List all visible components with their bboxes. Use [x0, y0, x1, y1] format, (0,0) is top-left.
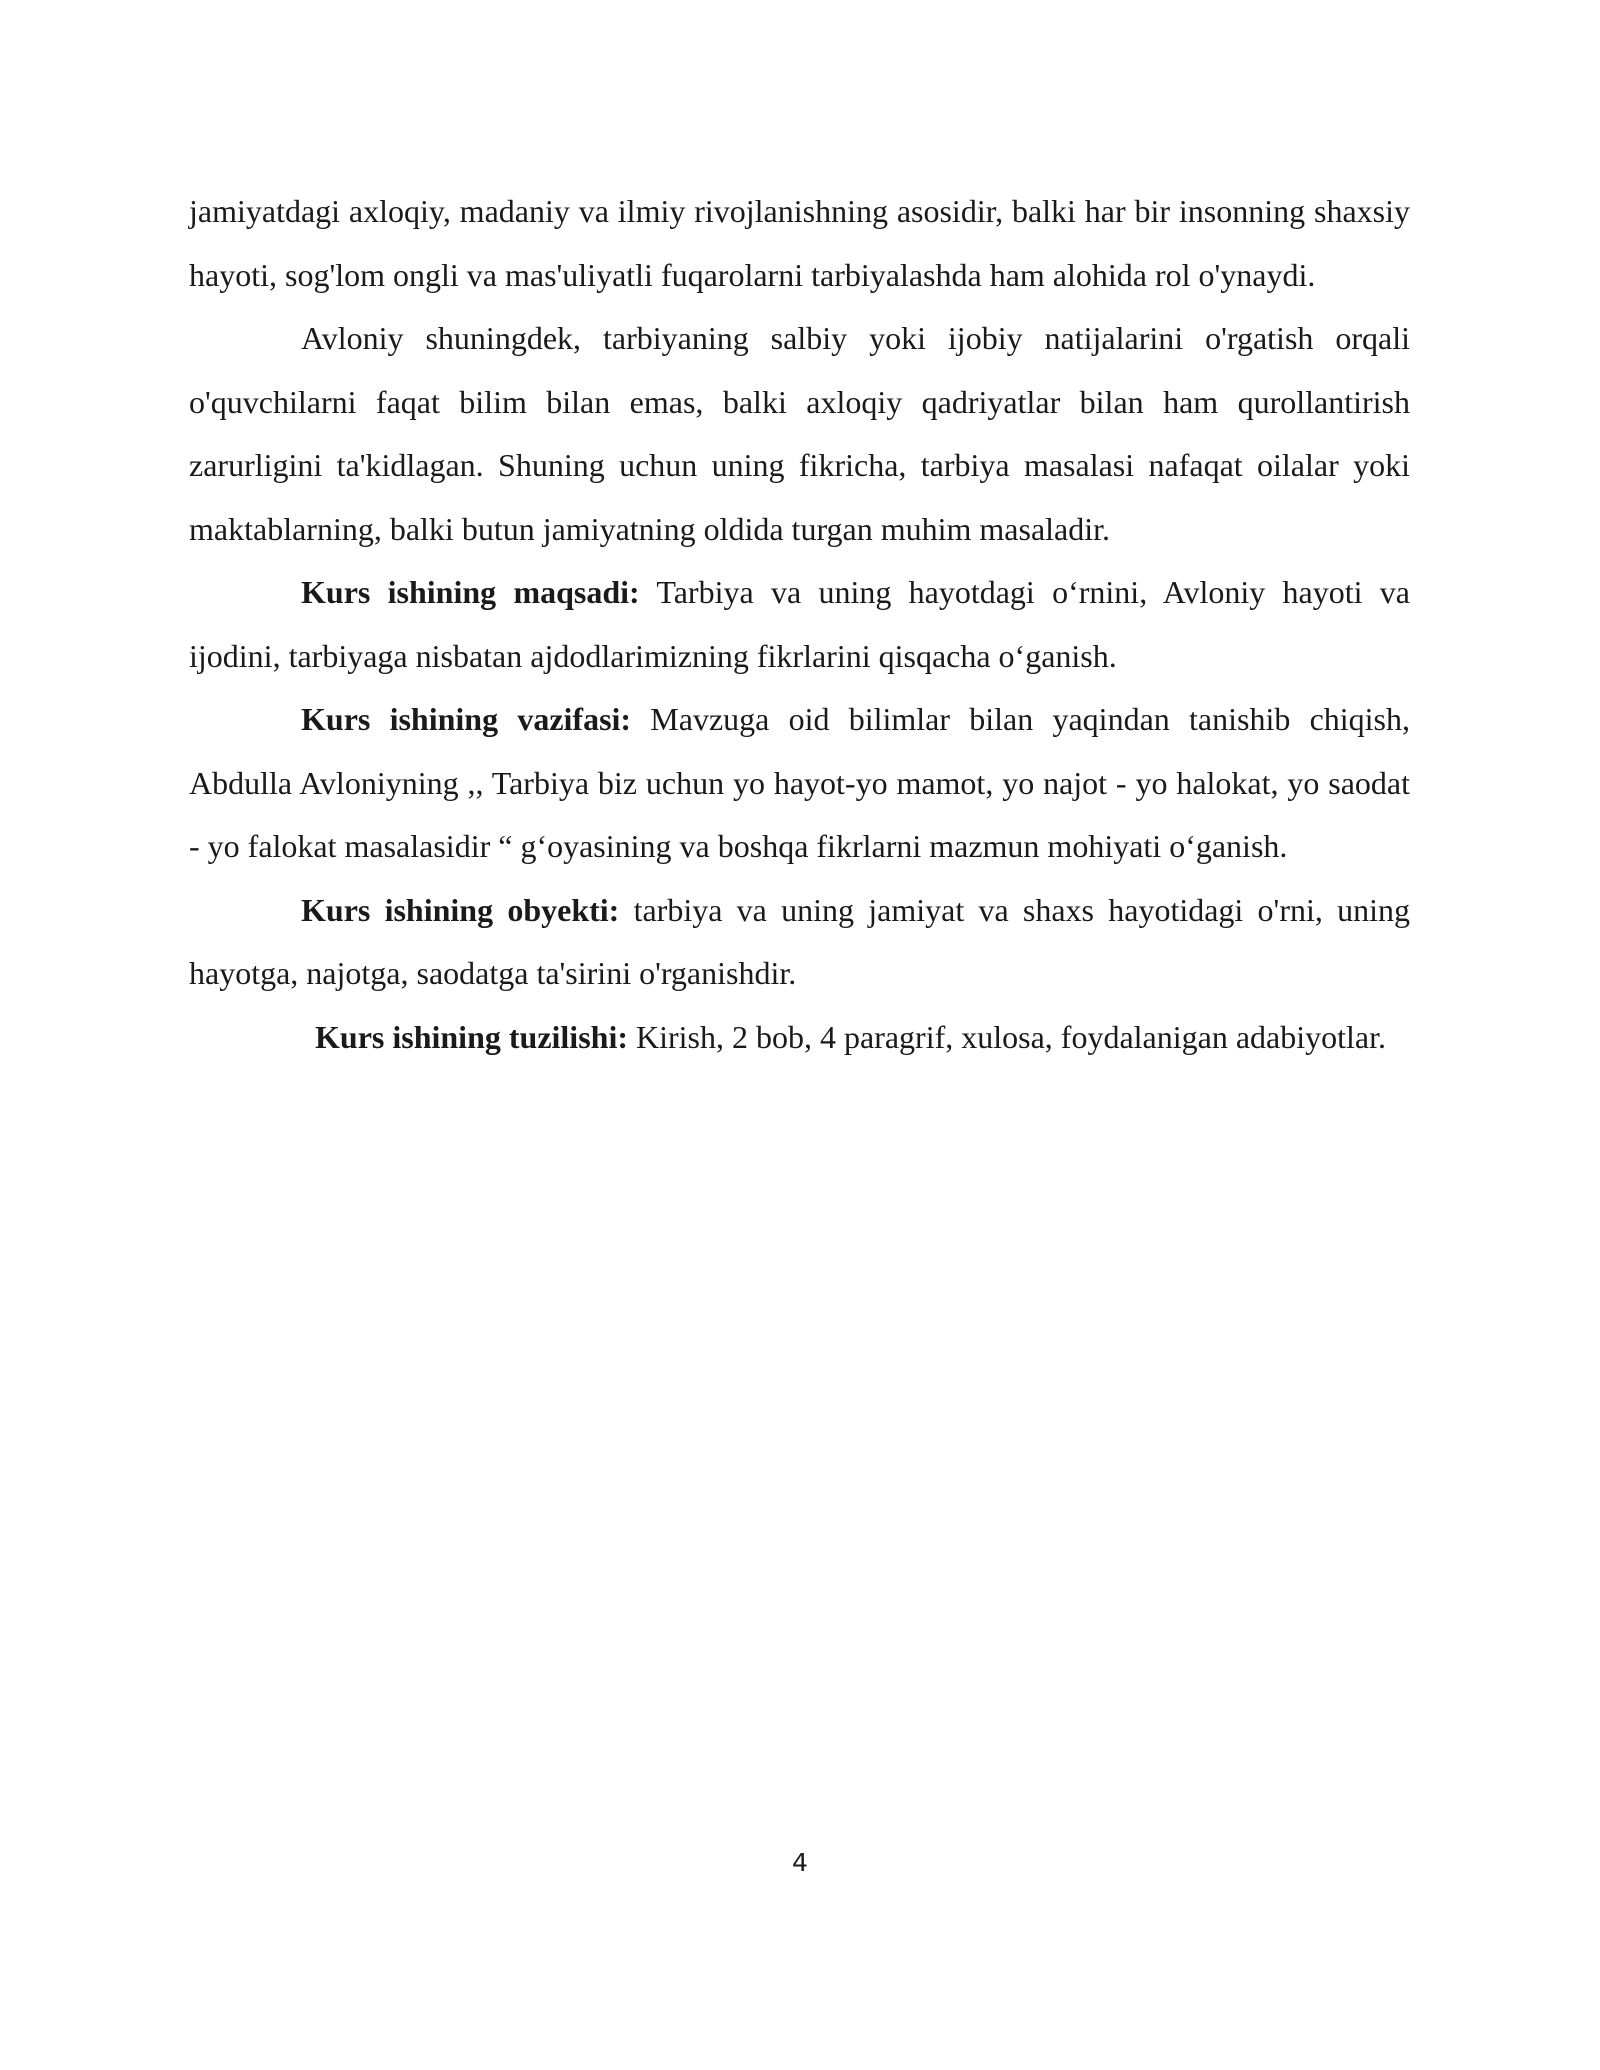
paragraph-label: Kurs ishining tuzilishi:	[315, 1018, 628, 1055]
paragraph-course-tasks	[189, 688, 1410, 879]
paragraph-text: Tarbiya va uning hayotdagi o‘rnini, Avloniy hayoti va ijodini, tarbiyaga nisbatan ajdodlarimizning fikrlarini qisqacha o‘ganish.	[189, 574, 1410, 674]
paragraph-course-structure	[189, 1006, 1410, 1070]
paragraph-label: Kurs ishining obyekti:	[301, 891, 620, 928]
paragraph-text: Avloniy shuningdek, tarbiyaning salbiy yoki ijobiy natijalarini o'rgatish orqali o'quvchilarni faqat bilim bilan emas, balki axloqiy qadriyatlar bilan ham qurollantirish zarurligini ta'kidlagan. Shuning uchun uning fikricha, tarbiya masalasi nafaqat oilalar yoki maktablarning, balki butun jamiyatning oldida turgan muhim masaladir.	[189, 320, 1410, 547]
paragraph-text: tarbiya va uning jamiyat va shaxs hayotidagi o'rni, uning hayotga, najotga, saodatga ta'sirini o'rganishdir.	[189, 891, 1411, 991]
paragraph-text: Kirish, 2 bob, 4 paragrif, xulosa, foydalanigan adabiyotlar.	[627, 1018, 1387, 1055]
paragraph-avloniy	[189, 307, 1410, 561]
page-number: 4	[792, 1848, 808, 1877]
paragraph-text: jamiyatdagi axloqiy, madaniy va ilmiy rivojlanishning asosidir, balki har bir insonning shaxsiy hayoti, sog'lom ongli va mas'uliyatli fuqarolarni tarbiyalashda ham alohida rol o'ynaydi.	[189, 193, 1410, 293]
paragraph-text: Mavzuga oid bilimlar bilan yaqindan tanishib chiqish, Abdulla Avloniyning ,, Tarbiya biz uchun yo hayot-yo mamot, yo najot - yo halokat, yo saodat - yo falokat masalasidir “ g‘oyasining va boshqa fikrlarni mazmun mohiyati o‘ganish.	[189, 701, 1411, 864]
document-body	[189, 180, 1410, 1069]
paragraph-label: Kurs ishining vazifasi:	[301, 701, 632, 737]
paragraph-course-goal	[189, 561, 1410, 688]
paragraph-course-object	[189, 879, 1410, 1006]
paragraph-label: Kurs ishining maqsadi:	[301, 574, 640, 610]
paragraph-continuation	[189, 180, 1410, 307]
